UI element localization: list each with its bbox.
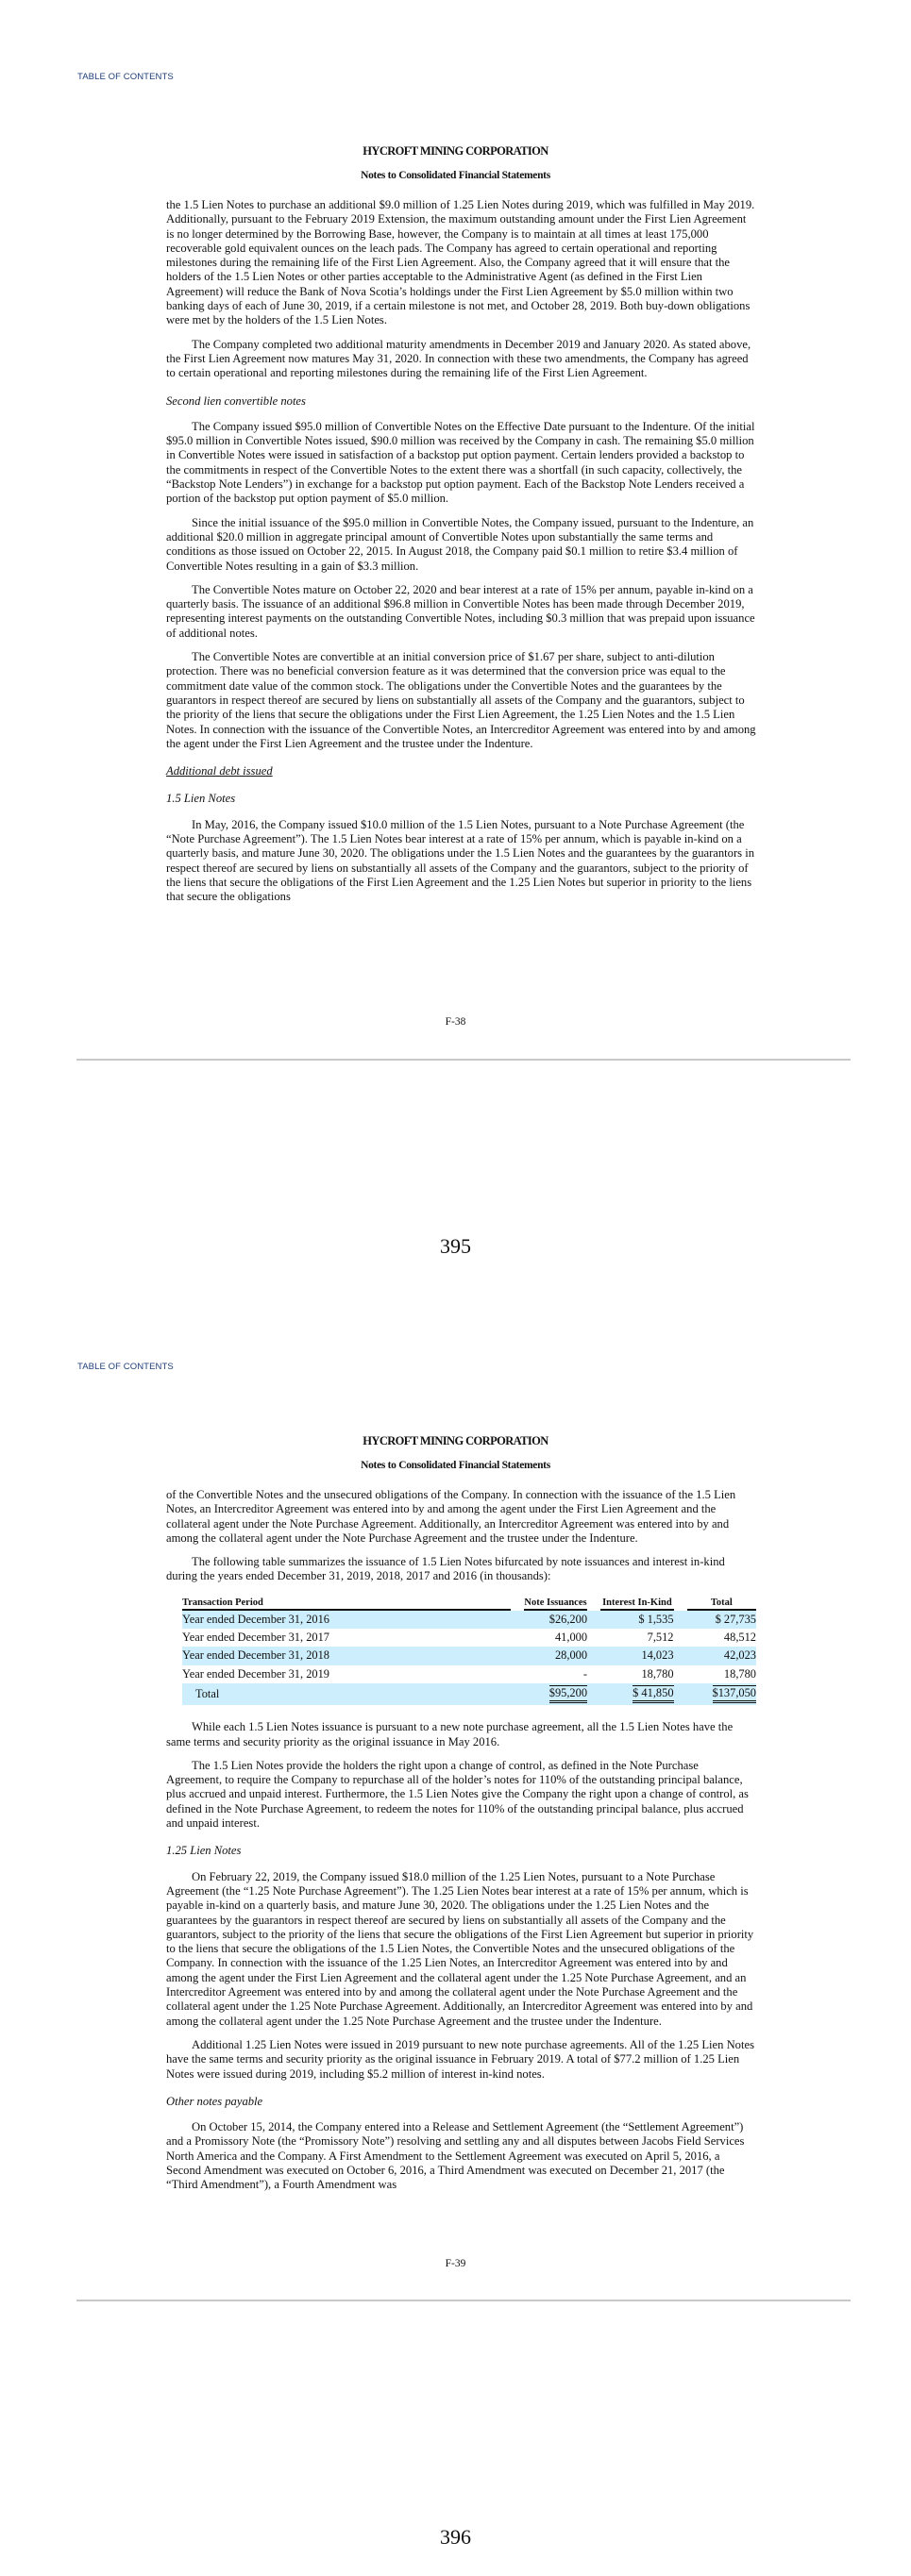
cell-note-issuances-total: $95,200 [549,1685,587,1703]
section-heading: Second lien convertible notes [166,393,306,408]
cell-interest-in-kind: 7,512 [647,1631,674,1645]
paragraph: Additional 1.25 Lien Notes were issued in 2019 pursuant to new note purchase agreements. All of the 1.25 Lien Notes have the same terms and security priority as the original issuance in February 2019. A total of $77.2 million of 1.25 Lien Notes were issued during 2019, including $5.2 million of interest in-kind notes. [166,2037,754,2081]
paragraph: On October 15, 2014, the Company entered into a Release and Settlement Agreement (the “Settlement Agreement”) and a Promissory Note (the “Promissory Note”) resolving and settling any and all disputes between Jacobs Field Services North America and the Company. A First Amendment to the Settlement Agreement was executed on April 5, 2016, a Second Amendment was executed on October 6, 2016, a Third Amendment was executed on December 21, 2017 (the “Third Amendment”), a Fourth Amendment was [166,2120,745,2192]
company-name: HYCROFT MINING CORPORATION [363,1434,548,1447]
page-number: 395 [440,1234,471,1258]
cell-period: Year ended December 31, 2018 [182,1647,511,1664]
cell-total: 18,780 [723,1666,756,1681]
statement-subtitle: Notes to Consolidated Financial Statements [361,1460,550,1471]
section-heading: 1.25 Lien Notes [166,1844,242,1858]
page-body-f39 [166,1488,756,2202]
section-heading: Additional debt issued [166,764,273,778]
folio-number: F-38 [445,1016,466,1028]
paragraph: The Convertible Notes mature on October 22, 2020 and bear interest at a rate of 15% per annum, payable in-kind on a quarterly basis. The issuance of an additional $96.8 million in Convertible Notes has been made through December 2019, representing interest payments on the outstanding Convertible Notes, including $0.3 million that was prepaid upon issuance of additional notes. [166,582,755,640]
folio-number: F-39 [445,2258,466,2269]
cell-interest-in-kind: 18,780 [641,1666,674,1681]
statement-subtitle: Notes to Consolidated Financial Statements [361,170,550,181]
column-header: Interest In-Kind [600,1597,673,1611]
table-header-row [182,1597,756,1611]
cell-grand-total: $137,050 [713,1685,756,1703]
section-heading: 1.5 Lien Notes [166,792,236,806]
table-of-contents-link[interactable]: TABLE OF CONTENTS [77,1362,174,1372]
cell-note-issuances: - [582,1666,588,1681]
cell-period: Year ended December 31, 2016 [182,1611,511,1629]
company-name: HYCROFT MINING CORPORATION [363,144,548,158]
lien-notes-issuance-table [182,1597,756,1705]
page-divider [76,2300,851,2301]
paragraph: The Convertible Notes are convertible at an initial conversion price of $1.67 per share, subject to anti-dilution protection. There was no beneficial conversion feature as it was determined that the conversion price was equal to the commitment date value of the common stock. The obligations under the Convertible Notes and the guarantees by the guarantors in respect thereof are secured by liens on substantially all assets of the Company and the guarantors, subject to the priority of the liens that secure the obligations under the First Lien Agreement, the 1.25 Lien Notes and the 1.5 Lien Notes. In connection with the issuance of the Convertible Notes, an Intercreditor Agreement was entered into by and among the agent under the First Lien Agreement and the trustee under the Indenture. [166,650,756,750]
table-row [182,1665,756,1683]
cell-period: Year ended December 31, 2019 [182,1666,329,1681]
paragraph: The 1.5 Lien Notes provide the holders the right upon a change of control, as defined in the Note Purchase Agreement, to require the Company to repurchase all of the holder’s notes for 110% of the outstanding principal balance, plus accrued and unpaid interest. Furthermore, the 1.5 Lien Notes give the Company the right upon a change of control, as defined in the Note Purchase Agreement, to redeem the notes for 110% of the outstanding principal balance, plus accrued and unpaid interest. [166,1758,749,1831]
paragraph: Since the initial issuance of the $95.0 million in Convertible Notes, the Company issued, pursuant to the Indenture, an additional $20.0 million in aggregate principal amount of Convertible Notes upon substantially the same terms and conditions as those issued on October 22, 2015. In August 2018, the Company paid $0.1 million to retire $3.4 million of Convertible Notes resulting in a gain of $3.3 million. [166,515,754,573]
section-heading: Other notes payable [166,2094,263,2108]
table-row [182,1629,756,1647]
table-row [182,1647,756,1664]
paragraph: the 1.5 Lien Notes to purchase an additional $9.0 million of 1.25 Lien Notes during 2019, which was fulfilled in May 2019. Additionally, pursuant to the February 2019 Extension, the maximum outstanding amount under the First Lien Agreement is no longer determined by the Borrowing Base, however, the Company is to maintain at all times at least 175,000 recoverable gold equivalent ounces on the leach pads. The Company has agreed to certain operational and reporting milestones during the remaining life of the First Lien Agreement. Also, the Company agreed that it will ensure that the holders of the 1.5 Lien Notes or other parties acceptable to the Administrative Agent (as defined in the First Lien Agreement) will reduce the Bank of Nova Scotia’s holdings under the First Lien Agreement by $5.0 million within two banking days of each of June 30, 2019, if a certain milestone is not met, and October 28, 2019. Both buy-down obligations were met by the holders of the 1.5 Lien Notes. [166,198,755,327]
paragraph: The Company completed two additional maturity amendments in December 2019 and January 2020. As stated above, the First Lien Agreement now matures May 31, 2020. In connection with these two amendments, the Company has agreed to certain operational and reporting milestones during the remaining life of the First Lien Agreement. [166,337,751,380]
table-row [182,1611,756,1629]
cell-total: 42,023 [687,1647,756,1664]
table-of-contents-link[interactable]: TABLE OF CONTENTS [77,72,174,82]
cell-interest-in-kind: $ 1,535 [600,1611,673,1629]
paragraph: In May, 2016, the Company issued $10.0 million of the 1.5 Lien Notes, pursuant to a Note Purchase Agreement (the “Note Purchase Agreement”). The 1.5 Lien Notes bear interest at a rate of 15% per annum, which is payable in-kind on a quarterly basis, and mature June 30, 2020. The obligations under the 1.5 Lien Notes and the guarantees by the guarantors in respect thereof are secured by liens on substantially all assets of the Company and the guarantors, subject to the priority of the liens that secure the obligations of the First Lien Agreement and the 1.25 Lien Notes but superior in priority to the liens that secure the obligations [166,817,754,904]
paragraph: On February 22, 2019, the Company issued $18.0 million of the 1.25 Lien Notes, pursuant to a Note Purchase Agreement (the “1.25 Note Purchase Agreement”). The 1.25 Lien Notes bear interest at a rate of 15% per annum, which is payable in-kind on a quarterly basis, and mature June 30, 2020. The obligations under the 1.25 Lien Notes and the guarantees by the guarantors in respect thereof are secured by liens on substantially all assets of the Company and the guarantors, subject to the priority of the liens that secure the obligations of the First Lien Agreement but superior in priority to the liens that secure the obligations of the 1.5 Lien Notes, the Convertible Notes and the unsecured obligations of the Company. In connection with the issuance of the 1.25 Lien Notes, an Intercreditor Agreement was entered into by and among the agent under the First Lien Agreement and the collateral agent under the 1.25 Note Purchase Agreement, and an Intercreditor Agreement was entered into by and among the collateral agent under the Note Purchase Agreement and the collateral agent under the 1.25 Note Purchase Agreement. Additionally, an Intercreditor Agreement was entered into by and among the collateral agent under the 1.25 Note Purchase Agreement and the trustee under the Indenture. [166,1869,754,2028]
paragraph: The following table summarizes the issuance of 1.5 Lien Notes bifurcated by note issuances and interest in-kind during the years ended December 31, 2019, 2018, 2017 and 2016 (in thousands): [166,1555,725,1583]
cell-total: $ 27,735 [687,1611,756,1629]
column-header: Total [687,1597,756,1611]
page-number: 396 [440,2525,471,2549]
paragraph: of the Convertible Notes and the unsecured obligations of the Company. In connection with the issuance of the 1.5 Lien Notes, an Intercreditor Agreement was entered into by and among the agent under the First Lien Agreement and the collateral agent under the Note Purchase Agreement. Additionally, an Intercreditor Agreement was entered into by and among the collateral agent under the Note Purchase Agreement and the trustee under the Indenture. [166,1488,736,1545]
column-header: Transaction Period [182,1597,511,1611]
cell-period: Year ended December 31, 2017 [182,1631,329,1645]
cell-note-issuances: 41,000 [554,1631,588,1645]
page-body-f38 [166,198,756,913]
cell-note-issuances: 28,000 [524,1647,587,1664]
cell-interest-in-kind-total: $ 41,850 [633,1685,673,1703]
page-divider [76,1059,851,1061]
paragraph: While each 1.5 Lien Notes issuance is pursuant to a new note purchase agreement, all the 1.5 Lien Notes have the same terms and security priority as the original issuance in May 2016. [166,1720,734,1748]
paragraph: The Company issued $95.0 million of Convertible Notes on the Effective Date pursuant to the Indenture. Of the initial $95.0 million in Convertible Notes issued, $90.0 million was received by the Company in cash. The remaining $5.0 million in Convertible Notes were issued in satisfaction of a backstop put option payment. Certain lenders provided a backstop to the commitments in respect of the Convertible Notes to the extent there was a shortfall (in such capacity, collectively, the “Backstop Note Lenders”) in exchange for a backstop put option payment. Each of the Backstop Note Lenders received a portion of the backstop put option payment of $5.0 million. [166,419,755,506]
cell-note-issuances: $26,200 [524,1611,587,1629]
column-header: Note Issuances [524,1597,587,1611]
cell-total: 48,512 [723,1631,756,1645]
cell-total-label: Total [182,1683,511,1705]
cell-interest-in-kind: 14,023 [600,1647,673,1664]
table-total-row [182,1683,756,1705]
